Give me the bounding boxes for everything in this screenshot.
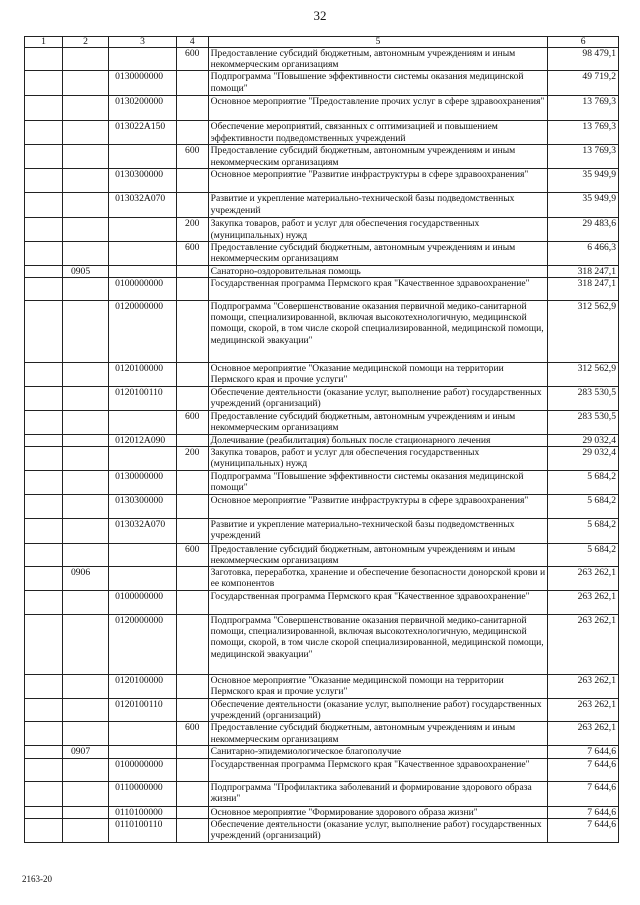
cell-name: Основное мероприятие "Развитие инфраструктуры в сфере здравоохранения" — [208, 169, 548, 193]
cell-name: Санаторно-оздоровительная помощь — [208, 265, 548, 277]
cell-expense-type: 600 — [176, 411, 208, 435]
cell-amount: 29 032,4 — [548, 435, 619, 447]
cell-col-1 — [25, 387, 63, 411]
cell-section-code — [62, 363, 108, 387]
cell-expense-type — [176, 758, 208, 781]
table-row — [25, 758, 619, 781]
cell-section-code — [62, 278, 108, 301]
cell-col-1 — [25, 193, 63, 218]
cell-section-code — [62, 543, 108, 566]
cell-col-1 — [25, 470, 63, 494]
cell-expense-type — [176, 169, 208, 193]
cell-amount: 5 684,2 — [548, 494, 619, 518]
cell-target-code — [109, 746, 177, 758]
cell-name: Обеспечение мероприятий, связанных с оптимизацией и повышением эффективности подведомственных учреждений — [208, 121, 548, 145]
cell-amount: 98 479,1 — [548, 48, 619, 71]
cell-section-code — [62, 96, 108, 121]
cell-expense-type — [176, 591, 208, 615]
cell-target-code — [109, 722, 177, 746]
cell-section-code — [62, 447, 108, 470]
cell-expense-type: 200 — [176, 218, 208, 241]
cell-col-1 — [25, 806, 63, 818]
budget-table — [24, 36, 619, 843]
header-col-4: 4 — [176, 37, 208, 48]
cell-section-code — [62, 121, 108, 145]
cell-target-code — [109, 145, 177, 169]
cell-target-code: 0120000000 — [109, 615, 177, 675]
cell-target-code: 0110100110 — [109, 818, 177, 842]
cell-expense-type: 600 — [176, 48, 208, 71]
table-row — [25, 363, 619, 387]
cell-amount: 13 769,3 — [548, 121, 619, 145]
cell-target-code: 0110100000 — [109, 806, 177, 818]
cell-col-1 — [25, 722, 63, 746]
cell-name: Предоставление субсидий бюджетным, автономным учреждениям и иным некоммерческим организациям — [208, 241, 548, 265]
table-row — [25, 567, 619, 591]
cell-section-code — [62, 387, 108, 411]
table-row — [25, 301, 619, 363]
cell-expense-type — [176, 193, 208, 218]
cell-amount: 7 644,6 — [548, 818, 619, 842]
cell-expense-type — [176, 265, 208, 277]
cell-target-code: 0130300000 — [109, 494, 177, 518]
table-row — [25, 265, 619, 277]
cell-col-1 — [25, 265, 63, 277]
cell-section-code: 0905 — [62, 265, 108, 277]
cell-name: Развитие и укрепление материально-технической базы подведомственных учреждений — [208, 518, 548, 543]
cell-section-code — [62, 781, 108, 806]
cell-name: Подпрограмма "Повышение эффективности системы оказания медицинской помощи" — [208, 71, 548, 96]
table-row — [25, 96, 619, 121]
cell-expense-type — [176, 567, 208, 591]
cell-target-code: 0120100000 — [109, 363, 177, 387]
cell-expense-type: 600 — [176, 543, 208, 566]
cell-col-1 — [25, 591, 63, 615]
cell-amount: 13 769,3 — [548, 96, 619, 121]
cell-target-code: 0130300000 — [109, 169, 177, 193]
cell-target-code: 013032А070 — [109, 518, 177, 543]
cell-section-code — [62, 806, 108, 818]
cell-col-1 — [25, 781, 63, 806]
cell-col-1 — [25, 363, 63, 387]
table-row — [25, 615, 619, 675]
table-row — [25, 218, 619, 241]
cell-col-1 — [25, 71, 63, 96]
cell-expense-type — [176, 387, 208, 411]
cell-name: Государственная программа Пермского края "Качественное здравоохранение" — [208, 758, 548, 781]
cell-section-code — [62, 145, 108, 169]
cell-col-1 — [25, 746, 63, 758]
cell-target-code — [109, 265, 177, 277]
cell-section-code — [62, 193, 108, 218]
cell-amount: 35 949,9 — [548, 169, 619, 193]
cell-col-1 — [25, 241, 63, 265]
cell-section-code — [62, 241, 108, 265]
table-row — [25, 48, 619, 71]
cell-target-code: 0130200000 — [109, 96, 177, 121]
cell-name: Основное мероприятие "Оказание медицинской помощи на территории Пермского края и прочие услуги" — [208, 675, 548, 699]
cell-name: Обеспечение деятельности (оказание услуг, выполнение работ) государственных учреждений (организаций) — [208, 699, 548, 722]
cell-section-code — [62, 591, 108, 615]
cell-amount: 263 262,1 — [548, 615, 619, 675]
cell-target-code — [109, 241, 177, 265]
cell-name: Заготовка, переработка, хранение и обеспечение безопасности донорской крови и ее компонентов — [208, 567, 548, 591]
cell-target-code — [109, 218, 177, 241]
cell-amount: 312 562,9 — [548, 363, 619, 387]
table-row — [25, 447, 619, 470]
cell-section-code — [62, 470, 108, 494]
table-row — [25, 193, 619, 218]
table-row — [25, 470, 619, 494]
table-row — [25, 675, 619, 699]
cell-col-1 — [25, 818, 63, 842]
header-col-1: 1 — [25, 37, 63, 48]
cell-target-code — [109, 543, 177, 566]
table-row — [25, 71, 619, 96]
cell-amount: 7 644,6 — [548, 746, 619, 758]
cell-amount: 7 644,6 — [548, 758, 619, 781]
cell-expense-type — [176, 278, 208, 301]
cell-target-code — [109, 411, 177, 435]
cell-name: Предоставление субсидий бюджетным, автономным учреждениям и иным некоммерческим организациям — [208, 722, 548, 746]
table-header-row — [25, 37, 619, 48]
cell-name: Подпрограмма "Совершенствование оказания первичной медико-санитарной помощи, специализированной, включая высокотехнологичную, медицинской помощи, скорой, в том числе скорой специализированной, медицинской помощи, медицинской эвакуации" — [208, 615, 548, 675]
cell-amount: 318 247,1 — [548, 265, 619, 277]
cell-expense-type — [176, 806, 208, 818]
table-row — [25, 591, 619, 615]
table-row — [25, 121, 619, 145]
cell-name: Предоставление субсидий бюджетным, автономным учреждениям и иным некоммерческим организациям — [208, 48, 548, 71]
cell-name: Закупка товаров, работ и услуг для обеспечения государственных (муниципальных) нужд — [208, 218, 548, 241]
cell-expense-type — [176, 746, 208, 758]
cell-section-code — [62, 71, 108, 96]
cell-section-code — [62, 699, 108, 722]
cell-amount: 283 530,5 — [548, 411, 619, 435]
cell-col-1 — [25, 518, 63, 543]
table-row — [25, 387, 619, 411]
table-row — [25, 411, 619, 435]
table-row — [25, 145, 619, 169]
cell-expense-type — [176, 615, 208, 675]
cell-section-code: 0906 — [62, 567, 108, 591]
cell-target-code: 013032А070 — [109, 193, 177, 218]
cell-section-code — [62, 435, 108, 447]
cell-section-code — [62, 615, 108, 675]
cell-name: Санитарно-эпидемиологическое благополучие — [208, 746, 548, 758]
cell-amount: 318 247,1 — [548, 278, 619, 301]
cell-name: Закупка товаров, работ и услуг для обеспечения государственных (муниципальных) нужд — [208, 447, 548, 470]
cell-target-code: 0120100110 — [109, 387, 177, 411]
cell-section-code — [62, 675, 108, 699]
cell-name: Обеспечение деятельности (оказание услуг, выполнение работ) государственных учреждений (организаций) — [208, 818, 548, 842]
cell-col-1 — [25, 218, 63, 241]
cell-col-1 — [25, 447, 63, 470]
cell-amount: 5 684,2 — [548, 470, 619, 494]
table-row — [25, 699, 619, 722]
cell-name: Долечивание (реабилитация) больных после стационарного лечения — [208, 435, 548, 447]
cell-target-code: 0120100000 — [109, 675, 177, 699]
cell-section-code — [62, 518, 108, 543]
cell-name: Подпрограмма "Повышение эффективности системы оказания медицинской помощи" — [208, 470, 548, 494]
cell-section-code — [62, 411, 108, 435]
cell-target-code: 0130000000 — [109, 71, 177, 96]
cell-name: Развитие и укрепление материально-технической базы подведомственных учреждений — [208, 193, 548, 218]
cell-col-1 — [25, 543, 63, 566]
header-col-3: 3 — [109, 37, 177, 48]
cell-col-1 — [25, 411, 63, 435]
cell-amount: 283 530,5 — [548, 387, 619, 411]
cell-expense-type — [176, 71, 208, 96]
cell-name: Подпрограмма "Совершенствование оказания первичной медико-санитарной помощи, специализированной, включая высокотехнологичную, медицинской помощи, скорой, в том числе скорой специализированной, медицинской помощи, медицинской эвакуации" — [208, 301, 548, 363]
cell-section-code — [62, 494, 108, 518]
cell-section-code — [62, 301, 108, 363]
cell-amount: 35 949,9 — [548, 193, 619, 218]
cell-amount: 5 684,2 — [548, 543, 619, 566]
table-row — [25, 435, 619, 447]
cell-name: Обеспечение деятельности (оказание услуг, выполнение работ) государственных учреждений (организаций) — [208, 387, 548, 411]
table-row — [25, 278, 619, 301]
cell-target-code — [109, 48, 177, 71]
cell-amount: 7 644,6 — [548, 806, 619, 818]
table-row — [25, 518, 619, 543]
cell-name: Предоставление субсидий бюджетным, автономным учреждениям и иным некоммерческим организациям — [208, 543, 548, 566]
cell-section-code: 0907 — [62, 746, 108, 758]
table-row — [25, 781, 619, 806]
cell-col-1 — [25, 758, 63, 781]
cell-section-code — [62, 758, 108, 781]
cell-amount: 13 769,3 — [548, 145, 619, 169]
cell-col-1 — [25, 278, 63, 301]
cell-expense-type: 600 — [176, 241, 208, 265]
cell-expense-type — [176, 470, 208, 494]
cell-section-code — [62, 48, 108, 71]
cell-amount: 29 483,6 — [548, 218, 619, 241]
cell-expense-type — [176, 435, 208, 447]
cell-amount: 312 562,9 — [548, 301, 619, 363]
cell-expense-type — [176, 518, 208, 543]
cell-expense-type: 600 — [176, 145, 208, 169]
header-col-6: 6 — [548, 37, 619, 48]
cell-amount: 6 466,3 — [548, 241, 619, 265]
cell-name: Основное мероприятие "Формирование здорового образа жизни" — [208, 806, 548, 818]
cell-amount: 263 262,1 — [548, 722, 619, 746]
cell-target-code: 0130000000 — [109, 470, 177, 494]
cell-target-code: 0110000000 — [109, 781, 177, 806]
cell-col-1 — [25, 435, 63, 447]
cell-target-code: 0120100110 — [109, 699, 177, 722]
cell-expense-type — [176, 781, 208, 806]
cell-amount: 263 262,1 — [548, 675, 619, 699]
cell-amount: 263 262,1 — [548, 567, 619, 591]
cell-target-code: 013022А150 — [109, 121, 177, 145]
table-body — [25, 48, 619, 843]
cell-section-code — [62, 218, 108, 241]
cell-amount: 263 262,1 — [548, 699, 619, 722]
cell-col-1 — [25, 699, 63, 722]
cell-name: Основное мероприятие "Предоставление прочих услуг в сфере здравоохранения" — [208, 96, 548, 121]
table-row — [25, 806, 619, 818]
cell-col-1 — [25, 494, 63, 518]
cell-expense-type — [176, 818, 208, 842]
cell-expense-type: 600 — [176, 722, 208, 746]
table-row — [25, 722, 619, 746]
table-row — [25, 241, 619, 265]
cell-expense-type — [176, 494, 208, 518]
cell-col-1 — [25, 169, 63, 193]
cell-target-code — [109, 567, 177, 591]
cell-amount: 49 719,2 — [548, 71, 619, 96]
cell-name: Основное мероприятие "Развитие инфраструктуры в сфере здравоохранения" — [208, 494, 548, 518]
cell-section-code — [62, 169, 108, 193]
cell-expense-type: 200 — [176, 447, 208, 470]
cell-expense-type — [176, 96, 208, 121]
cell-target-code: 0100000000 — [109, 278, 177, 301]
cell-name: Предоставление субсидий бюджетным, автономным учреждениям и иным некоммерческим организациям — [208, 411, 548, 435]
cell-expense-type — [176, 675, 208, 699]
cell-amount: 263 262,1 — [548, 591, 619, 615]
cell-target-code — [109, 447, 177, 470]
cell-expense-type — [176, 363, 208, 387]
cell-amount: 5 684,2 — [548, 518, 619, 543]
cell-name: Основное мероприятие "Оказание медицинской помощи на территории Пермского края и прочие услуги" — [208, 363, 548, 387]
table-row — [25, 746, 619, 758]
table-row — [25, 543, 619, 566]
cell-col-1 — [25, 121, 63, 145]
cell-col-1 — [25, 96, 63, 121]
page-number: 32 — [313, 8, 327, 23]
cell-col-1 — [25, 301, 63, 363]
table-row — [25, 494, 619, 518]
cell-name: Государственная программа Пермского края "Качественное здравоохранение" — [208, 591, 548, 615]
cell-target-code: 0100000000 — [109, 758, 177, 781]
table-row — [25, 818, 619, 842]
cell-amount: 29 032,4 — [548, 447, 619, 470]
cell-name: Подпрограмма "Профилактика заболеваний и формирование здорового образа жизни" — [208, 781, 548, 806]
cell-section-code — [62, 722, 108, 746]
document-code: 2163-20 — [22, 874, 52, 884]
cell-col-1 — [25, 48, 63, 71]
cell-target-code: 0100000000 — [109, 591, 177, 615]
cell-expense-type — [176, 699, 208, 722]
cell-name: Государственная программа Пермского края "Качественное здравоохранение" — [208, 278, 548, 301]
cell-target-code: 0120000000 — [109, 301, 177, 363]
cell-col-1 — [25, 615, 63, 675]
cell-col-1 — [25, 675, 63, 699]
header-col-5: 5 — [208, 37, 548, 48]
cell-section-code — [62, 818, 108, 842]
cell-col-1 — [25, 567, 63, 591]
cell-col-1 — [25, 145, 63, 169]
cell-amount: 7 644,6 — [548, 781, 619, 806]
table-row — [25, 169, 619, 193]
header-col-2: 2 — [62, 37, 108, 48]
cell-name: Предоставление субсидий бюджетным, автономным учреждениям и иным некоммерческим организациям — [208, 145, 548, 169]
cell-target-code: 012012А090 — [109, 435, 177, 447]
cell-expense-type — [176, 301, 208, 363]
cell-expense-type — [176, 121, 208, 145]
